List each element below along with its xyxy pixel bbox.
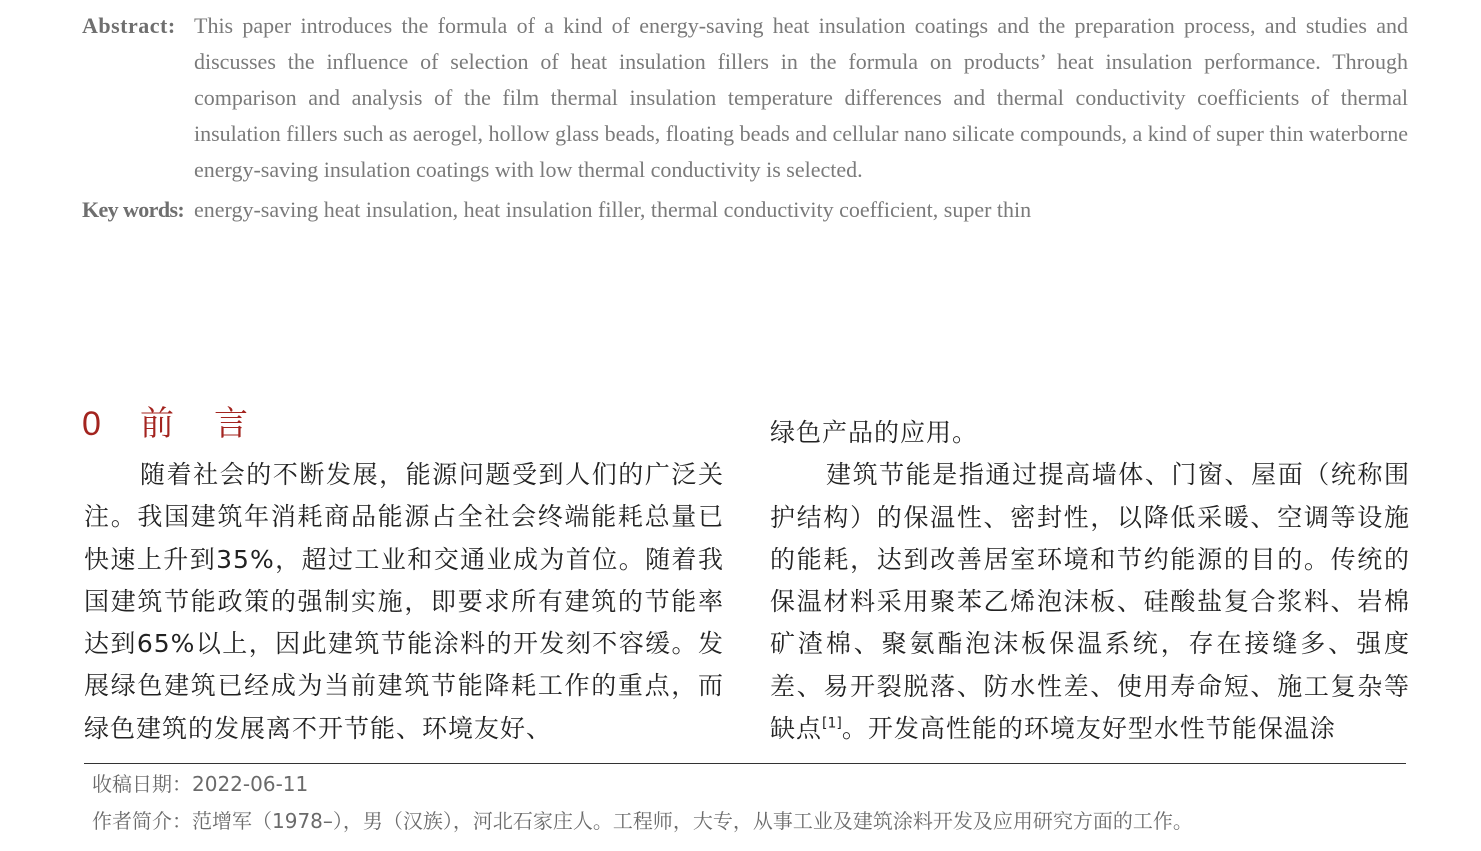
abstract-label: Abstract: [82, 13, 176, 38]
keywords-text: energy-saving heat insulation, heat insulation filler, thermal conductivity coefficient, super thin [194, 197, 1032, 222]
footnote-author-bio: 作者简介：范增军（1978–），男（汉族），河北石家庄人。工程师，大专，从事工业及建筑涂料开发及应用研究方面的工作。 [92, 809, 1193, 833]
abstract-block [82, 8, 1408, 228]
body-column-left [84, 454, 724, 750]
body-column-right [770, 412, 1410, 750]
reference-mark: [1] [822, 715, 842, 732]
footnote-divider [84, 763, 1406, 764]
section-title: 前言 [140, 404, 288, 444]
body-paragraph-right [770, 454, 1410, 750]
body-paragraph-right-text: 建筑节能是指通过提高墙体、门窗、屋面（统称围护结构）的保温性、密封性，以降低采暖、空调等设施的能耗，达到改善居室环境和节约能源的目的。传统的保温材料采用聚苯乙烯泡沫板、硅酸盐复合浆料、岩棉矿渣棉、聚氨酯泡沫板保温系统，存在接缝多、强度差、易开裂脱落、防水性差、使用寿命短、施工复杂等缺点 [770, 460, 1410, 744]
body-paragraph-left: 随着社会的不断发展，能源问题受到人们的广泛关注。我国建筑年消耗商品能源占全社会终端能耗总量已快速上升到35%，超过工业和交通业成为首位。随着我国建筑节能政策的强制实施，即要求所有建筑的节能率达到65%以上，因此建筑节能涂料的开发刻不容缓。发展绿色建筑已经成为当前建筑节能降耗工作的重点，而绿色建筑的发展离不开节能、环境友好、 [84, 460, 724, 743]
abstract-text: This paper introduces the formula of a kind of energy-saving heat insulation coatings and the preparation process, and studies and discusses the influence of selection of heat insulation fillers in the formula on products’ heat insulation performance. Through comparison and analysis of the film thermal insulation temperature differences and thermal conductivity coefficients of thermal insulation fillers such as aerogel, hollow glass beads, floating beads and cellular nano silicate compounds, a kind of super thin waterborne energy-saving insulation coatings with low thermal conductivity is selected. [194, 13, 1408, 182]
section-number: 0 [82, 405, 101, 443]
keywords-row [82, 192, 1408, 228]
body-paragraph-right-tail: 。开发高性能的环境友好型水性节能保温涂 [841, 714, 1336, 744]
keywords-label: Key words: [82, 197, 185, 222]
body-continuation: 绿色产品的应用。 [770, 418, 979, 447]
section-heading [82, 402, 288, 446]
footnote-received-date: 收稿日期：2022-06-11 [92, 772, 309, 796]
abstract-row [82, 8, 1408, 188]
